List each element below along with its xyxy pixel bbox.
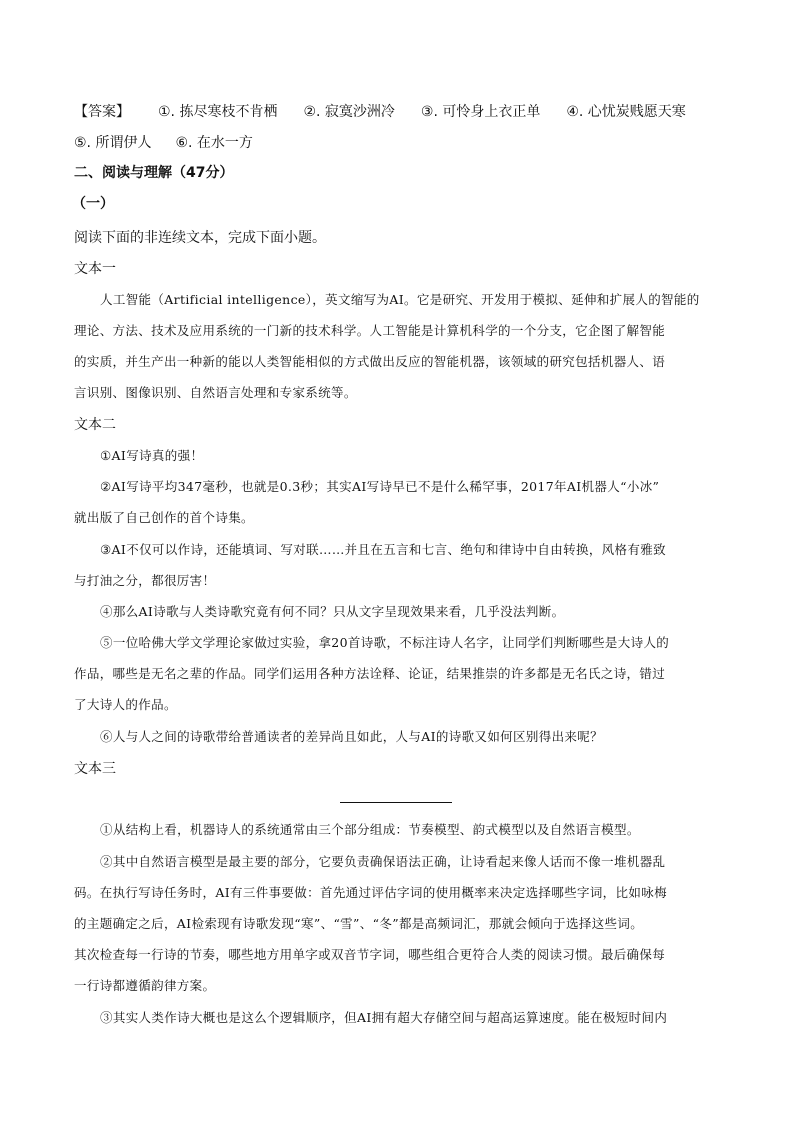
title-blank-underline (340, 802, 452, 803)
answer-item: ⑥. 在水一方 (175, 135, 253, 151)
text2-line: ①AI写诗真的强！ (100, 448, 204, 463)
text3-line: ①从结构上看，机器诗人的系统通常由三个部分组成：节奏模型、韵式模型以及自然语言模型。 (100, 822, 640, 837)
answer-item: ⑤. 所谓伊人 (74, 135, 152, 151)
text2-line: ⑤一位哈佛大学文学理论家做过实验，拿20首诗歌，不标注诗人名字，让同学们判断哪些是大诗人的 (100, 635, 670, 650)
answer-item: ①. 拣尽寒枝不肯栖 (158, 104, 278, 120)
answer-line-2 (74, 133, 253, 153)
text3-line: 码。在执行写诗任务时，AI有三件事要做：首先通过评估字词的使用概率来决定选择哪些字词，比如咏梅 (74, 885, 667, 900)
text1-line: 言识别、图像识别、自然语言处理和专家系统等。 (74, 385, 357, 400)
text3-heading: 文本三 (74, 761, 116, 777)
part-label: （一） (72, 196, 114, 212)
text2-line: 作品，哪些是无名之辈的作品。同学们运用各种方法诠释、论证，结果推崇的许多都是无名氏之诗，错过 (74, 666, 666, 681)
text2-line: 与打油之分，都很厉害！ (74, 573, 216, 588)
instruction: 阅读下面的非连续文本，完成下面小题。 (74, 230, 326, 246)
text2-line: ④那么AI诗歌与人类诗歌究竟有何不同？只从文字呈现效果来看，几乎没法判断。 (100, 604, 565, 619)
text2-line: 了大诗人的作品。 (74, 697, 177, 712)
text2-line: ⑥人与人之间的诗歌带给普通读者的差异尚且如此，人与AI的诗歌又如何区别得出来呢？ (100, 729, 603, 744)
text3-line: 其次检查每一行诗的节奏，哪些地方用单字或双音节字词，哪些组合更符合人类的阅读习惯。最后确保每 (74, 947, 666, 962)
text1-heading: 文本一 (74, 261, 116, 277)
text2-line: ②AI写诗平均347毫秒，也就是0.3秒；其实AI写诗早已不是什么稀罕事，2017年AI机器人“小冰” (100, 479, 660, 494)
text1-line: 的实质，并生产出一种新的能以人类智能相似的方式做出反应的智能机器，该领域的研究包括机器人、语 (74, 354, 666, 369)
answer-item: ②. 寂寞沙洲冷 (303, 104, 395, 120)
answer-line-1 (74, 102, 686, 122)
text2-line: 就出版了自己创作的首个诗集。 (74, 510, 254, 525)
text1-line: 人工智能（Artificial intelligence），英文缩写为AI。它是研究、开发用于模拟、延伸和扩展人的智能的 (100, 292, 700, 307)
text3-line: 的主题确定之后，AI检索现有诗歌发现“寒”、“雪”、“冬”都是高频词汇，那就会倾向于选择这些词。 (74, 916, 644, 931)
answer-item: ④. 心忧炭贱愿天寒 (566, 104, 686, 120)
text2-line: ③AI不仅可以作诗，还能填词、写对联……并且在五言和七言、绝句和律诗中自由转换，风格有雅致 (100, 542, 666, 557)
answer-label: 【答案】 (74, 104, 130, 120)
text1-line: 理论、方法、技术及应用系统的一门新的技术科学。人工智能是计算机科学的一个分支，它企图了解智能 (74, 323, 666, 338)
text2-heading: 文本二 (74, 417, 116, 433)
text3-line: ②其中自然语言模型是最主要的部分，它要负责确保语法正确，让诗看起来像人话而不像一堆机器乱 (100, 854, 666, 869)
section-title: 二、阅读与理解（47分） (74, 165, 234, 181)
text3-line: 一行诗都遵循韵律方案。 (74, 978, 216, 993)
answer-item: ③. 可怜身上衣正单 (420, 104, 541, 120)
text3-line: ③其实人类作诗大概也是这么个逻辑顺序，但AI拥有超大存储空间与超高运算速度。能在极短时间内 (100, 1010, 668, 1025)
